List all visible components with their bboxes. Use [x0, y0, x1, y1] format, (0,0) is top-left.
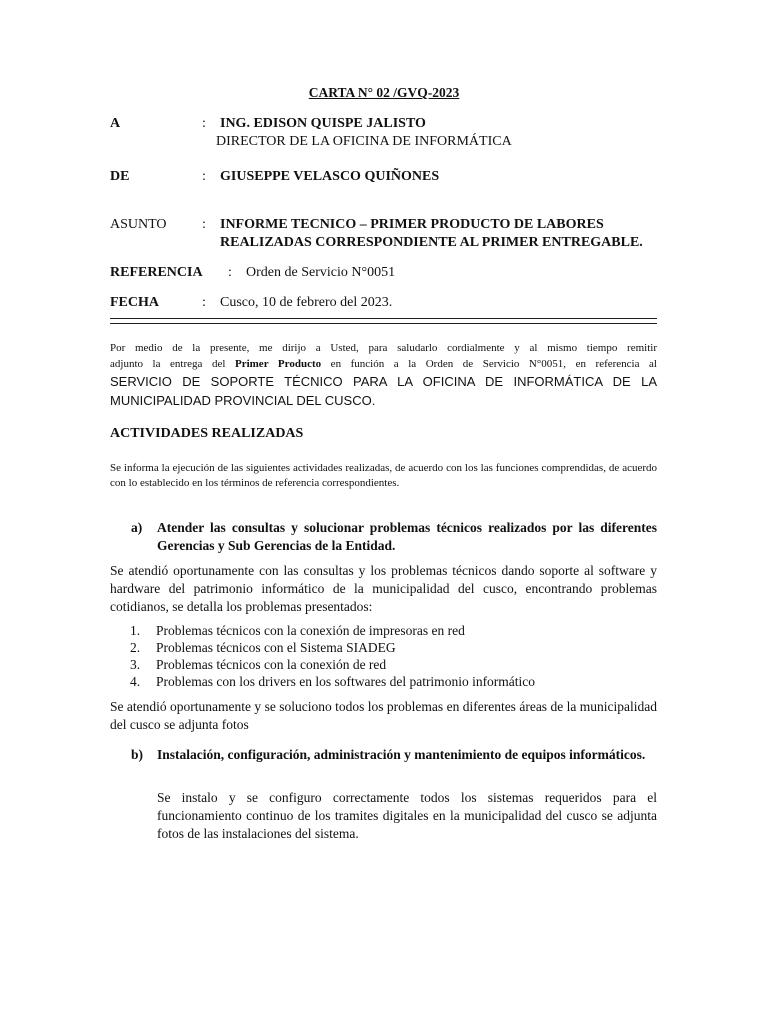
list-item-number: 2.: [130, 640, 141, 655]
reference-value: Orden de Servicio N°0051: [246, 265, 396, 280]
intro-line-1: Por medio de la presente, me dirijo a Usted, para saludarlo cordialmente y al mismo tiempo remitir: [110, 342, 657, 354]
item-b-marker: b): [131, 747, 144, 762]
reference-label: REFERENCIA: [110, 265, 203, 280]
list-item-number: 4.: [130, 674, 141, 689]
from-label: DE: [110, 169, 130, 184]
reference-colon: :: [228, 265, 232, 280]
list-item-text: Problemas técnicos con la conexión de red: [156, 657, 387, 672]
activities-intro: Se informa la ejecución de las siguientes actividades realizadas, de acuerdo con los las funciones comprendidas, de acuerdo con lo establecido en los términos de referencia correspondientes.: [110, 462, 657, 489]
subject-line1: INFORME TECNICO – PRIMER PRODUCTO DE LABORES: [220, 217, 604, 232]
from-name: GIUSEPPE VELASCO QUIÑONES: [220, 169, 440, 184]
date-value: Cusco, 10 de febrero del 2023.: [220, 295, 393, 310]
item-a-paragraph: Se atendió oportunamente con las consultas y los problemas técnicos dando soporte al software y hardware del patrimonio informático de la municipalidad del cusco, encontrando problemas cotidianos, se detalla los problemas presentados:: [110, 563, 657, 614]
subject-line2: REALIZADAS CORRESPONDIENTE AL PRIMER ENTREGABLE.: [220, 235, 643, 250]
item-a-marker: a): [131, 520, 143, 535]
item-b-heading-text: Instalación, configuración, administración y mantenimiento de equipos informáticos.: [157, 747, 646, 762]
letter-title: CARTA N° 02 /GVQ-2023: [308, 85, 460, 100]
intro-line-2-start: adjunto la entrega del: [110, 358, 235, 370]
from-colon: :: [202, 169, 206, 184]
list-item-number: 1.: [130, 623, 141, 638]
activities-heading: ACTIVIDADES REALIZADAS: [110, 426, 304, 441]
subject-colon: :: [202, 217, 206, 232]
date-colon: :: [202, 295, 206, 310]
item-b-paragraph: Se instalo y se configuro correctamente todos los sistemas requeridos para el funcionamiento continuo de los tramites digitales en la municipalidad del cusco se adjunta fotos de las instalaciones del sistema.: [157, 790, 657, 841]
intro-paragraph: [110, 340, 657, 372]
to-name: ING. EDISON QUISPE JALISTO: [220, 116, 426, 131]
intro-service-name: SERVICIO DE SOPORTE TÉCNICO PARA LA OFICINA DE INFORMÁTICA DE LA MUNICIPALIDAD PROVINCIAL DEL CUSCO.: [110, 374, 657, 408]
intro-line-2: [110, 356, 657, 372]
to-label: A: [110, 116, 121, 131]
date-label: FECHA: [110, 295, 159, 310]
intro-line-2-end: en función a la Orden de Servicio N°0051, en referencia al: [321, 358, 657, 370]
to-position: DIRECTOR DE LA OFICINA DE INFORMÁTICA: [216, 134, 512, 149]
list-item-number: 3.: [130, 657, 141, 672]
item-a-heading-text: Atender las consultas y solucionar problemas técnicos realizados por las diferentes Gerencias y Sub Gerencias de la Entidad.: [157, 520, 657, 553]
list-item-text: Problemas técnicos con la conexión de impresoras en red: [156, 623, 465, 638]
header-divider-thin: [110, 318, 657, 319]
to-colon: :: [202, 116, 206, 131]
list-item-text: Problemas con los drivers en los softwares del patrimonio informático: [156, 674, 536, 689]
intro-first-product: Primer Producto: [234, 358, 322, 370]
header-divider-thick: [110, 323, 657, 324]
subject-label: ASUNTO: [110, 217, 167, 232]
item-a-closing: Se atendió oportunamente y se soluciono todos los problemas en diferentes áreas de la municipalidad del cusco se adjunta fotos: [110, 699, 657, 732]
list-item-text: Problemas técnicos con el Sistema SIADEG: [156, 640, 396, 655]
